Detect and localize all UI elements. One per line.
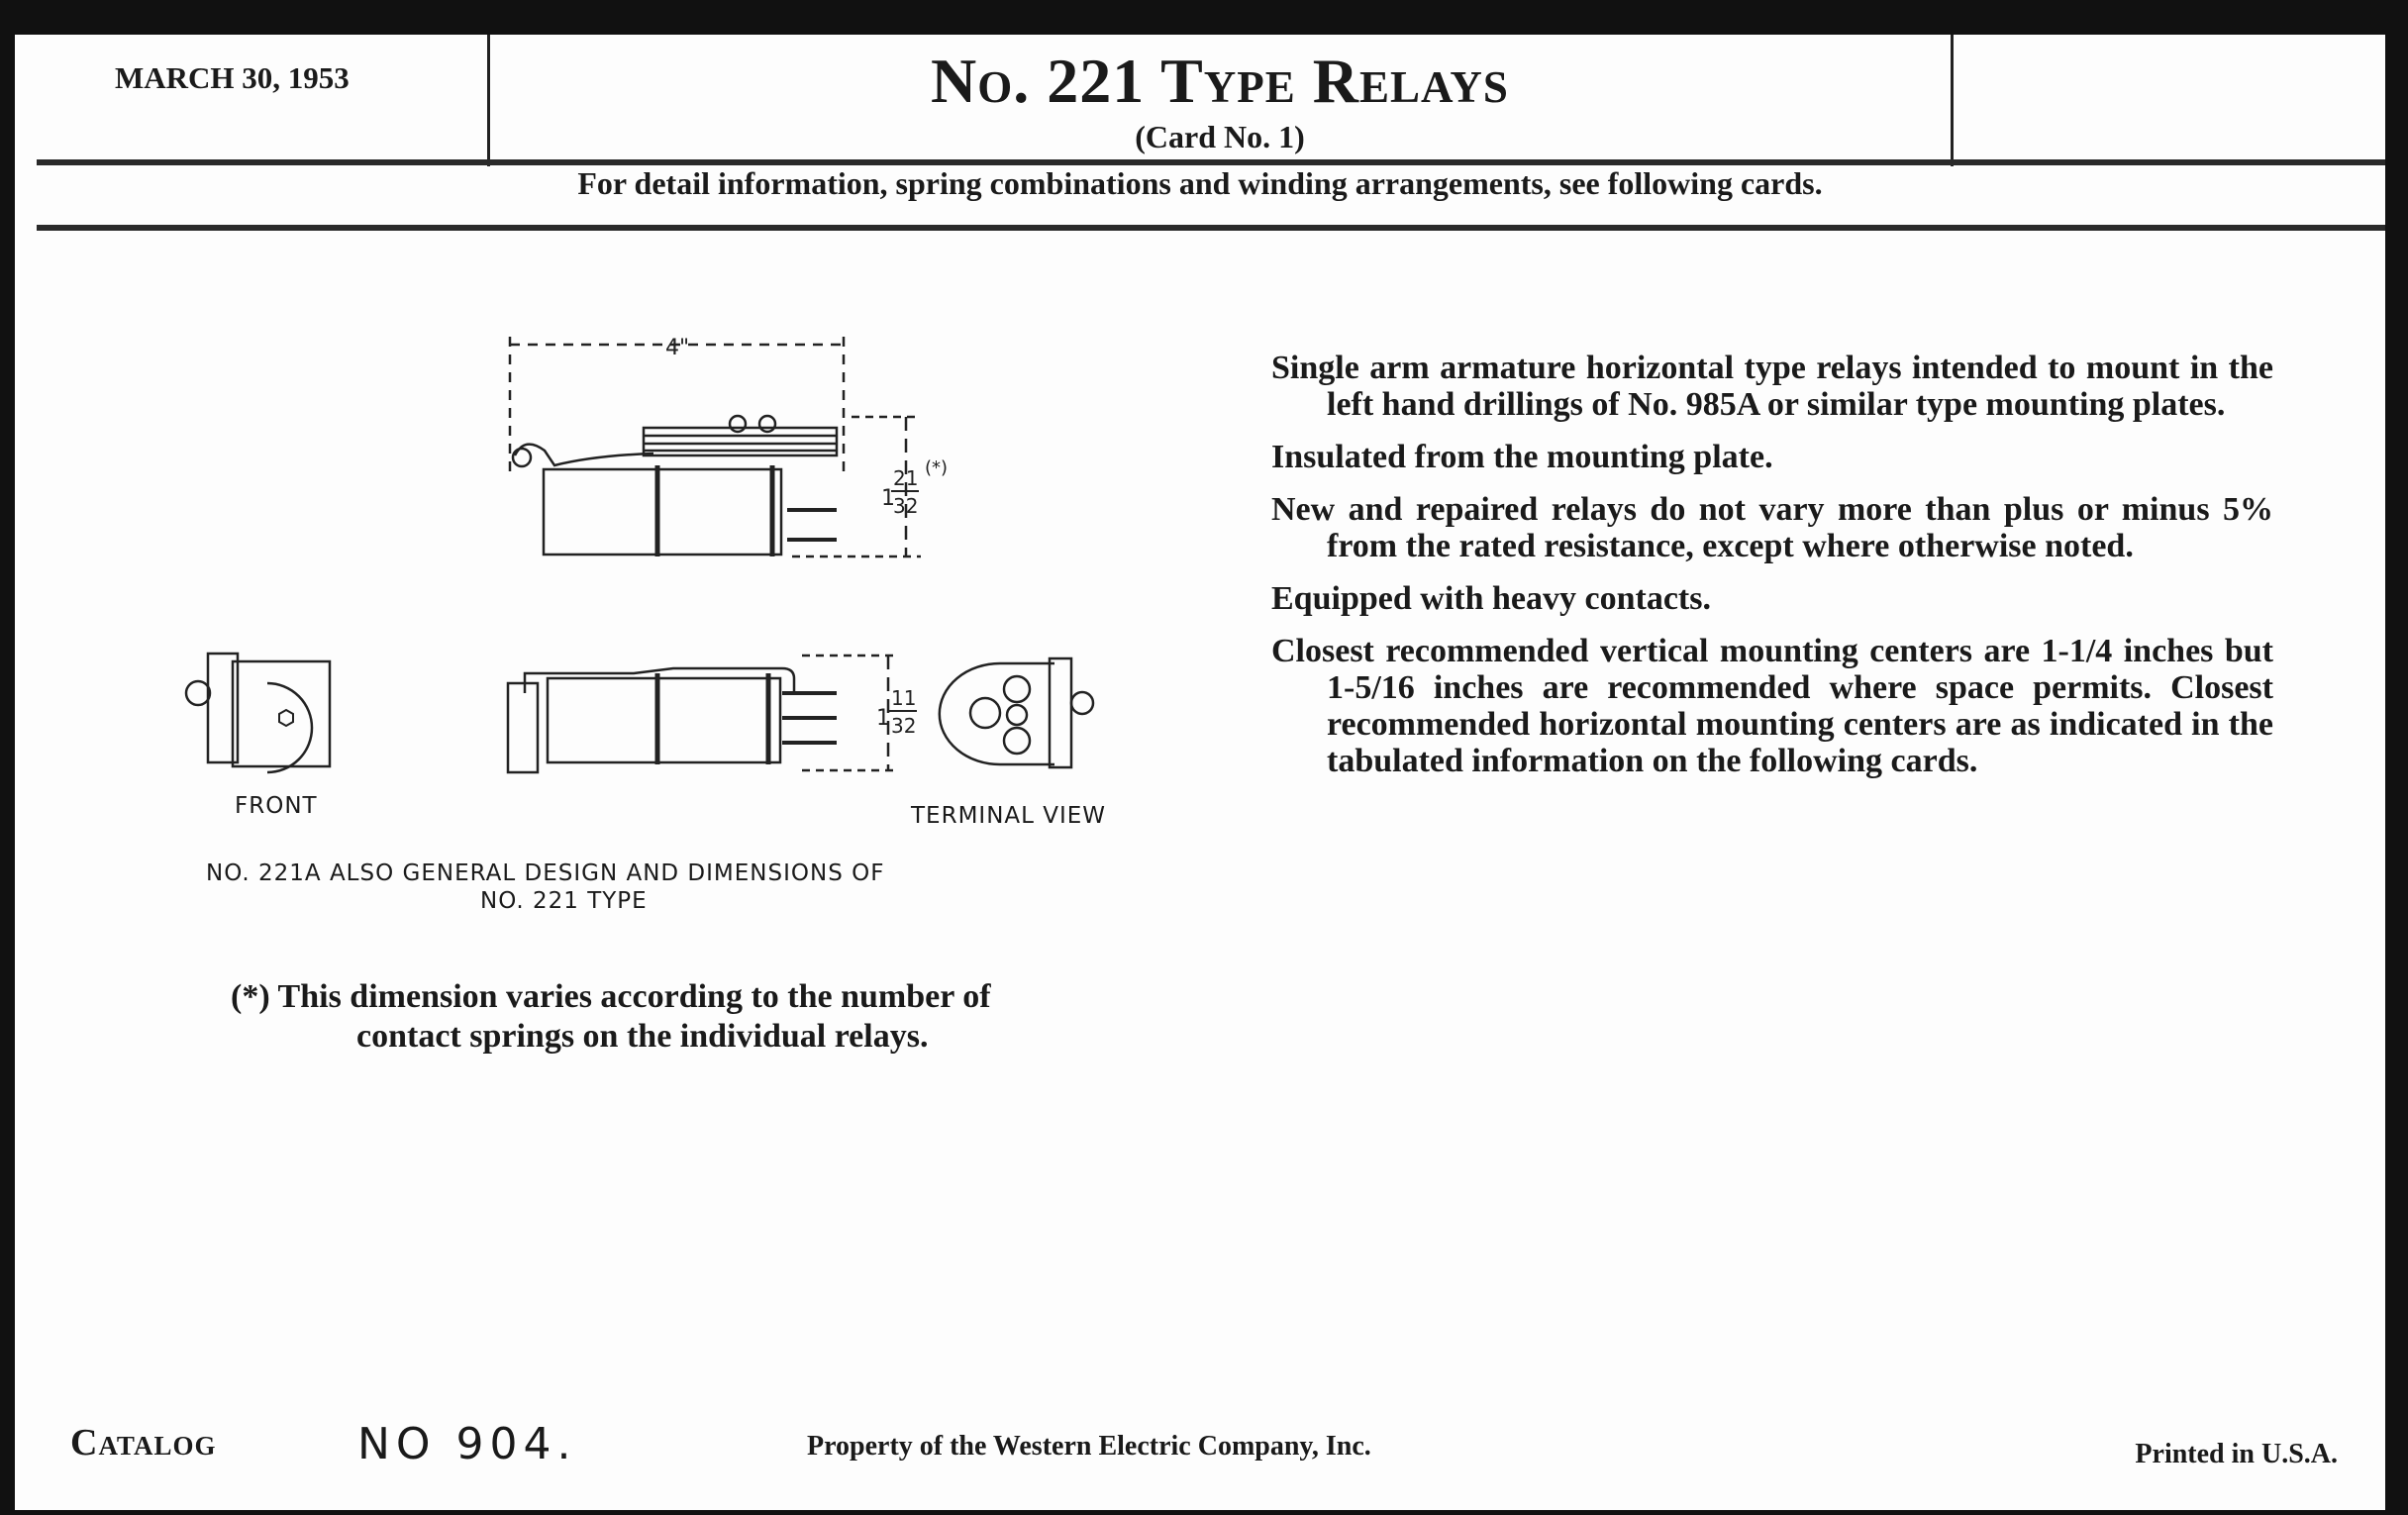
dim-num: 11 (891, 686, 917, 710)
drawing-caption: NO. 221 TYPE (480, 888, 648, 914)
footnote-line: (*) This dimension varies according to the number of (231, 978, 991, 1015)
description-paragraph: Insulated from the mounting plate. (1271, 439, 1773, 475)
dim-num: 21 (893, 466, 919, 490)
description-paragraph: Single arm armature horizontal type relays intended to mount in the left hand drillings of No. 985A or similar type mounting plates. (1271, 350, 2273, 423)
description-paragraph: Closest recommended vertical mounting centers are 1-1/4 inches but 1-5/16 inches are recommended where space permits. Closest recommended horizontal mounting centers are as indicated in the tabulated information on the following cards. (1271, 633, 2273, 779)
dim-whole: 1 (876, 706, 890, 731)
footnote-line: contact springs on the individual relays. (356, 1018, 929, 1055)
subtitle: For detail information, spring combinations and winding arrangements, see following cards. (577, 165, 1823, 201)
dim-den: 32 (891, 714, 917, 738)
drawing-caption: NO. 221A ALSO GENERAL DESIGN AND DIMENSIONS OF (206, 860, 885, 886)
catalog-label: Catalog (70, 1422, 217, 1464)
dim-note: (*) (925, 457, 949, 478)
description-paragraph: New and repaired relays do not vary more than plus or minus 5% from the rated resistance, except where otherwise noted. (1271, 491, 2273, 564)
description-paragraph: Equipped with heavy contacts. (1271, 580, 1711, 617)
relay-terminal-view (940, 658, 1093, 767)
card-number: (Card No. 1) (1135, 119, 1305, 154)
property-notice: Property of the Western Electric Company, Inc. (807, 1431, 1371, 1462)
label-front: FRONT (235, 793, 318, 819)
printed-notice: Printed in U.S.A. (2135, 1439, 2338, 1469)
dim-den: 32 (893, 494, 919, 518)
catalog-number: NO 904. (357, 1419, 577, 1469)
dim-width: 4" (665, 336, 690, 360)
page-title: No. 221 Type Relays (931, 46, 1509, 116)
relay-side-view (510, 337, 921, 556)
relay-front-view (186, 654, 330, 772)
label-terminal-view: TERMINAL VIEW (911, 803, 1107, 829)
issue-date: MARCH 30, 1953 (115, 60, 350, 95)
relay-bottom-view (508, 656, 896, 772)
dim-whole: 1 (881, 486, 895, 511)
